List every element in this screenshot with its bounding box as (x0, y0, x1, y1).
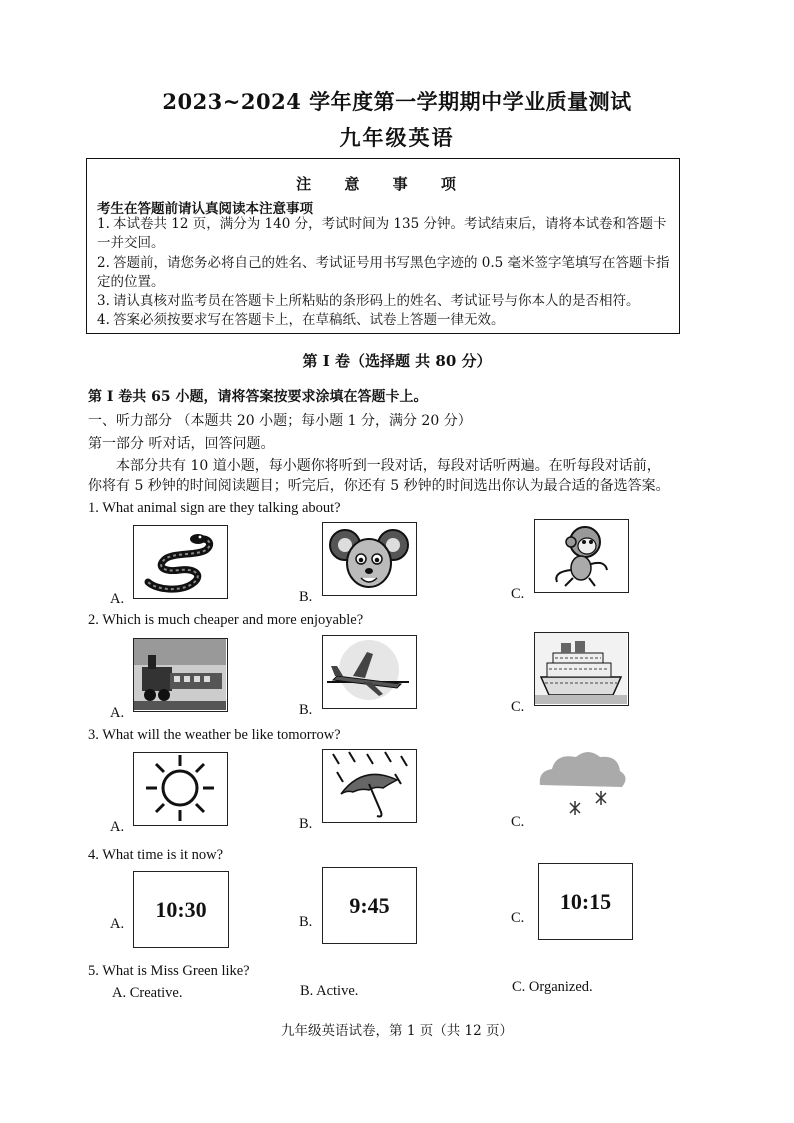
section-title: 一、听力部分 (88, 413, 172, 429)
question-2: 2. Which is much cheaper and more enjoyable? (88, 612, 364, 628)
question-1: 1. What animal sign are they talking about? (88, 500, 341, 516)
part-heading: 第 I 卷（选择题 共 80 分） (302, 352, 492, 370)
notice-item-number: 2. (97, 255, 110, 271)
notice-subtitle: 考生在答题前请认真阅读本注意事项 (97, 201, 313, 217)
option-label: A. (110, 819, 125, 835)
notice-item (97, 254, 671, 292)
option-label: A. (110, 916, 125, 932)
option-text: B. Active. (300, 983, 359, 999)
clock-time: 9:45 (322, 867, 417, 944)
notice-item-text: 答案必须按要求写在答题卡上，在草稿纸、试卷上答题一律无效。 (113, 312, 505, 328)
notice-item (97, 215, 671, 253)
option-text: A. Creative. (112, 985, 183, 1001)
option-label: B. (299, 816, 313, 832)
notice-box (86, 158, 680, 334)
option-image (534, 747, 629, 821)
airplane-icon (323, 636, 415, 707)
exam-subject: 九年级英语 (339, 125, 455, 150)
option-image (133, 525, 228, 599)
notice-item-number: 1. (97, 216, 110, 232)
cruise-ship-icon (535, 633, 627, 704)
notice-item-number: 4. (97, 312, 110, 328)
subsection-title: 第一部分 听对话，回答问题。 (88, 436, 275, 452)
notice-item-text: 答题前，请您务必将自己的姓名、考试证号用书写黑色字迹的 0.5 毫米签字笔填写在答题卡指定的位置。 (97, 255, 670, 290)
option-label: C. (511, 814, 525, 830)
notice-item-text: 本试卷共 12 页，满分为 140 分，考试时间为 135 分钟。考试结束后，请将本试卷和答题卡一并交回。 (97, 216, 667, 251)
option-image (534, 632, 629, 706)
option-label: A. (110, 705, 125, 721)
notice-item (97, 292, 671, 311)
question-3: 3. What will the weather be like tomorrow? (88, 727, 341, 743)
page-footer: 九年级英语试卷，第 1 页（共 12 页） (281, 1023, 513, 1039)
snow-cloud-icon (534, 747, 629, 821)
option-image (534, 519, 629, 593)
notice-item-text: 请认真核对监考员在答题卡上所粘贴的条形码上的姓名、考试证号与你本人的是否相符。 (113, 293, 640, 309)
rain-umbrella-icon (323, 750, 415, 821)
train-icon (134, 639, 226, 710)
option-label: B. (299, 914, 313, 930)
notice-item-number: 3. (97, 293, 110, 309)
snake-icon (134, 526, 226, 597)
option-image (322, 749, 417, 823)
option-label: B. (299, 589, 313, 605)
section-note: （本题共 20 小题；每小题 1 分，满分 20 分） (176, 413, 472, 429)
option-label: C. (511, 699, 525, 715)
option-label: A. (110, 591, 125, 607)
question-5: 5. What is Miss Green like? (88, 963, 250, 979)
option-image (322, 522, 417, 596)
option-label: B. (299, 702, 313, 718)
notice-title: 注 意 事 项 (296, 175, 470, 193)
option-text: C. Organized. (512, 979, 593, 995)
option-image (133, 752, 228, 826)
option-image (133, 638, 228, 712)
section-heading (88, 410, 472, 430)
sun-icon (134, 753, 226, 824)
section-description-line1: 本部分共有 10 道小题，每小题你将听到一段对话，每段对话听两遍。在听每段对话前， (116, 458, 661, 474)
part-instruction: 第 I 卷共 65 小题，请将答案按要求涂填在答题卡上。 (88, 389, 428, 405)
option-label: C. (511, 910, 525, 926)
option-image (322, 635, 417, 709)
notice-item (97, 311, 671, 330)
question-4: 4. What time is it now? (88, 847, 224, 863)
clock-time: 10:30 (133, 871, 229, 948)
monkey-icon (535, 520, 627, 591)
mouse-icon (323, 523, 415, 594)
exam-title: 2023~2024 学年度第一学期期中学业质量测试 (162, 89, 632, 114)
section-description-line2: 你将有 5 秒钟的时间阅读题目；听完后，你还有 5 秒钟的时间选出你认为最合适的备选答案。 (88, 478, 670, 494)
option-label: C. (511, 586, 525, 602)
clock-time: 10:15 (538, 863, 633, 940)
